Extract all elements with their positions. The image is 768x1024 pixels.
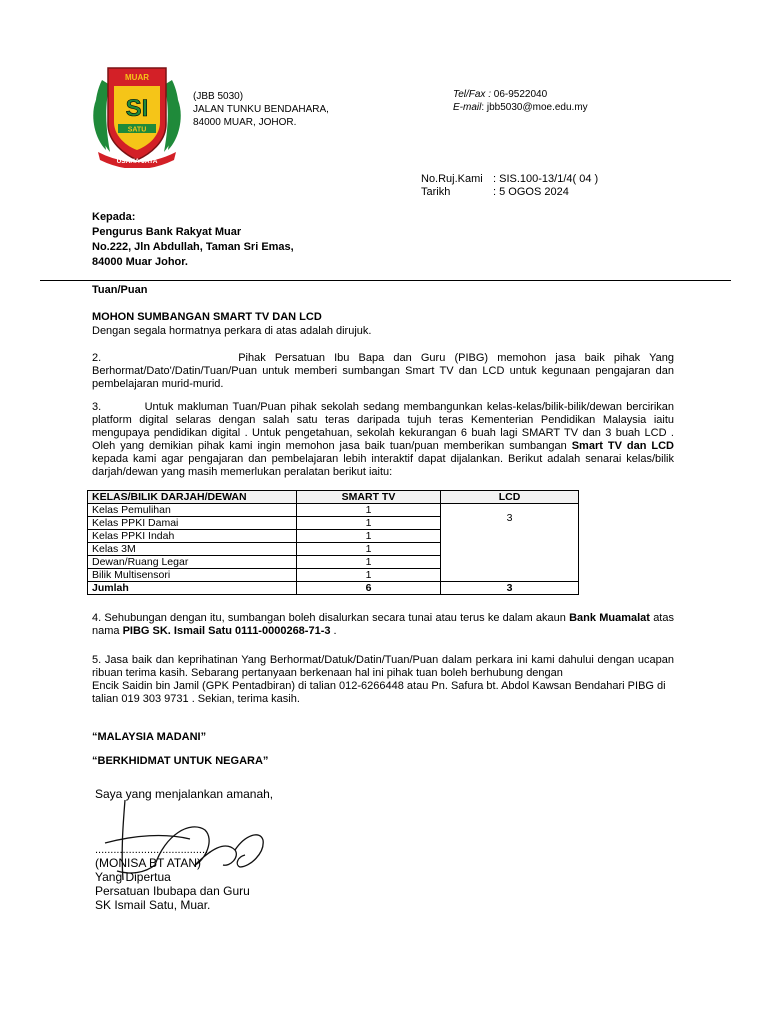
address-line: (JBB 5030)	[193, 91, 244, 102]
table-header: SMART TV	[297, 491, 441, 504]
tv-cell: 1	[297, 569, 441, 582]
total-tv: 6	[297, 582, 441, 595]
para3-text-end: kepada kami agar pengajaran dan pembelajaran lebih interaktif dapat dijalankan. Berikut adalah senarai kelas/bilik darjah/dewan yang masih memerlukan peralatan berikut iaitu:	[92, 453, 674, 478]
lcd-cell: 3	[441, 504, 579, 582]
paragraph-5-line-1: 5. Jasa baik dan keprihatinan Yang Berhormat/Datuk/Datin/Tuan/Puan dalam perkara ini kami dahului dengan ucapan ribuan terima kasih. Sebarang pertanyaan berkenaan hal ini pihak tuan boleh berhubung dengan	[92, 654, 674, 679]
date-label: Tarikh	[421, 186, 451, 198]
closing-line: Saya yang menjalankan amanah,	[95, 787, 274, 801]
para4-account: PIBG SK. Ismail Satu 0111-0000268-71-3	[122, 625, 331, 637]
paragraph-4	[92, 612, 674, 638]
para3-bold: Smart TV dan LCD	[571, 440, 675, 452]
signatory-title-1: Yang Dipertua	[95, 870, 171, 884]
table-total-row	[88, 582, 579, 595]
signatory-title-2: Persatuan Ibubapa dan Guru	[95, 884, 250, 898]
para4-bank: Bank Muamalat	[569, 612, 650, 624]
tv-cell: 1	[297, 504, 441, 517]
kelas-cell: Kelas Pemulihan	[88, 504, 297, 517]
recipient-line: 84000 Muar Johor.	[92, 256, 188, 268]
ref-label: No.Ruj.Kami	[421, 173, 483, 185]
logo-text-band: SATU	[127, 126, 147, 134]
date-value: : 5 OGOS 2024	[493, 186, 569, 198]
paragraph-5-line-2: Encik Saidin bin Jamil (GPK Pentadbiran) di talian 012-6266448 atau Pn. Safura bt. Abdol Kawsan Bendahari PIBG di talian 019 303 9731 . Sekian, terima kasih.	[92, 680, 666, 705]
school-address	[193, 90, 329, 129]
recipient-line: Kepada:	[92, 211, 136, 223]
signature-dots: ......................................	[95, 844, 212, 856]
signatory-title-3: SK Ismail Satu, Muar.	[95, 898, 211, 912]
table-header: LCD	[441, 491, 579, 504]
table-header: KELAS/BILIK DARJAH/DEWAN	[88, 491, 297, 504]
subject-line: MOHON SUMBANGAN SMART TV DAN LCD	[92, 311, 322, 323]
equipment-table	[87, 490, 579, 595]
kelas-cell: Kelas PPKI Damai	[88, 517, 297, 530]
email-value: : jbb5030@moe.edu.my	[481, 102, 588, 113]
logo-text-top: MUAR	[125, 73, 149, 82]
para4-text: 4. Sehubungan dengan itu, sumbangan boleh disalurkan secara tunai atau terus ke dalam akaun	[92, 612, 570, 624]
address-line: 84000 MUAR, JOHOR.	[193, 117, 297, 128]
para3-text: 3. Untuk makluman Tuan/Puan pihak sekolah sedang membangunkan kelas-kelas/bilik-bilik/dewan bercirikan platform digital selaras dengan salah satu teras daripada tujuh teras Kementerian Pendidikan Malaysia iaitu mengupaya pendidikan digital . Untuk pengetahuan, sekolah kekurangan 6 buah lagi SMART TV dan 3 buah LCD . Oleh yang demikian pihak kami ingin memohon jasa baik tuan/puan memberikan sumbangan	[92, 401, 674, 452]
para4-text-mid: atas nama	[92, 612, 674, 637]
paragraph-2: 2. Pihak Persatuan Ibu Bapa dan Guru (PIBG) memohon jasa baik pihak Yang Berhormat/Dato'/Datin/Tuan/Puan untuk memberi sumbangan Smart TV dan LCD untuk kegunaan pengajaran dan pembelajaran murid-murid.	[92, 352, 674, 390]
tv-cell: 1	[297, 556, 441, 569]
reference-block	[421, 173, 598, 199]
kelas-cell: Kelas PPKI Indah	[88, 530, 297, 543]
logo-text-bottom: USAHA JAYA	[116, 158, 158, 165]
tel-label: Tel/Fax :	[453, 89, 491, 100]
motto-malaysia-madani: “MALAYSIA MADANI”	[92, 731, 207, 743]
recipient-line: No.222, Jln Abdullah, Taman Sri Emas,	[92, 241, 294, 253]
tel-value: 06-9522040	[490, 89, 548, 100]
tv-cell: 1	[297, 530, 441, 543]
school-crest-logo	[88, 60, 186, 168]
total-label: Jumlah	[88, 582, 297, 595]
email-label: E-mail	[453, 102, 482, 113]
para4-text-end: .	[330, 625, 337, 637]
logo-text-middle: SI	[125, 95, 149, 122]
tv-cell: 1	[297, 543, 441, 556]
salutation: Tuan/Puan	[92, 284, 148, 296]
ref-value: : SIS.100-13/1/4( 04 )	[493, 173, 599, 185]
kelas-cell: Kelas 3M	[88, 543, 297, 556]
divider-line	[40, 280, 731, 281]
recipient-line: Pengurus Bank Rakyat Muar	[92, 226, 242, 238]
intro-paragraph: Dengan segala hormatnya perkara di atas adalah dirujuk.	[92, 325, 372, 337]
total-lcd: 3	[441, 582, 579, 595]
recipient-block	[92, 210, 294, 270]
tv-cell: 1	[297, 517, 441, 530]
paragraph-3	[92, 401, 674, 479]
table-row	[88, 504, 579, 517]
contact-info	[453, 88, 588, 114]
signatory-name: (MONISA BT ATAN)	[95, 856, 202, 870]
motto-berkhidmat: “BERKHIDMAT UNTUK NEGARA”	[92, 755, 269, 767]
kelas-cell: Dewan/Ruang Legar	[88, 556, 297, 569]
kelas-cell: Bilik Multisensori	[88, 569, 297, 582]
address-line: JALAN TUNKU BENDAHARA,	[193, 104, 329, 115]
